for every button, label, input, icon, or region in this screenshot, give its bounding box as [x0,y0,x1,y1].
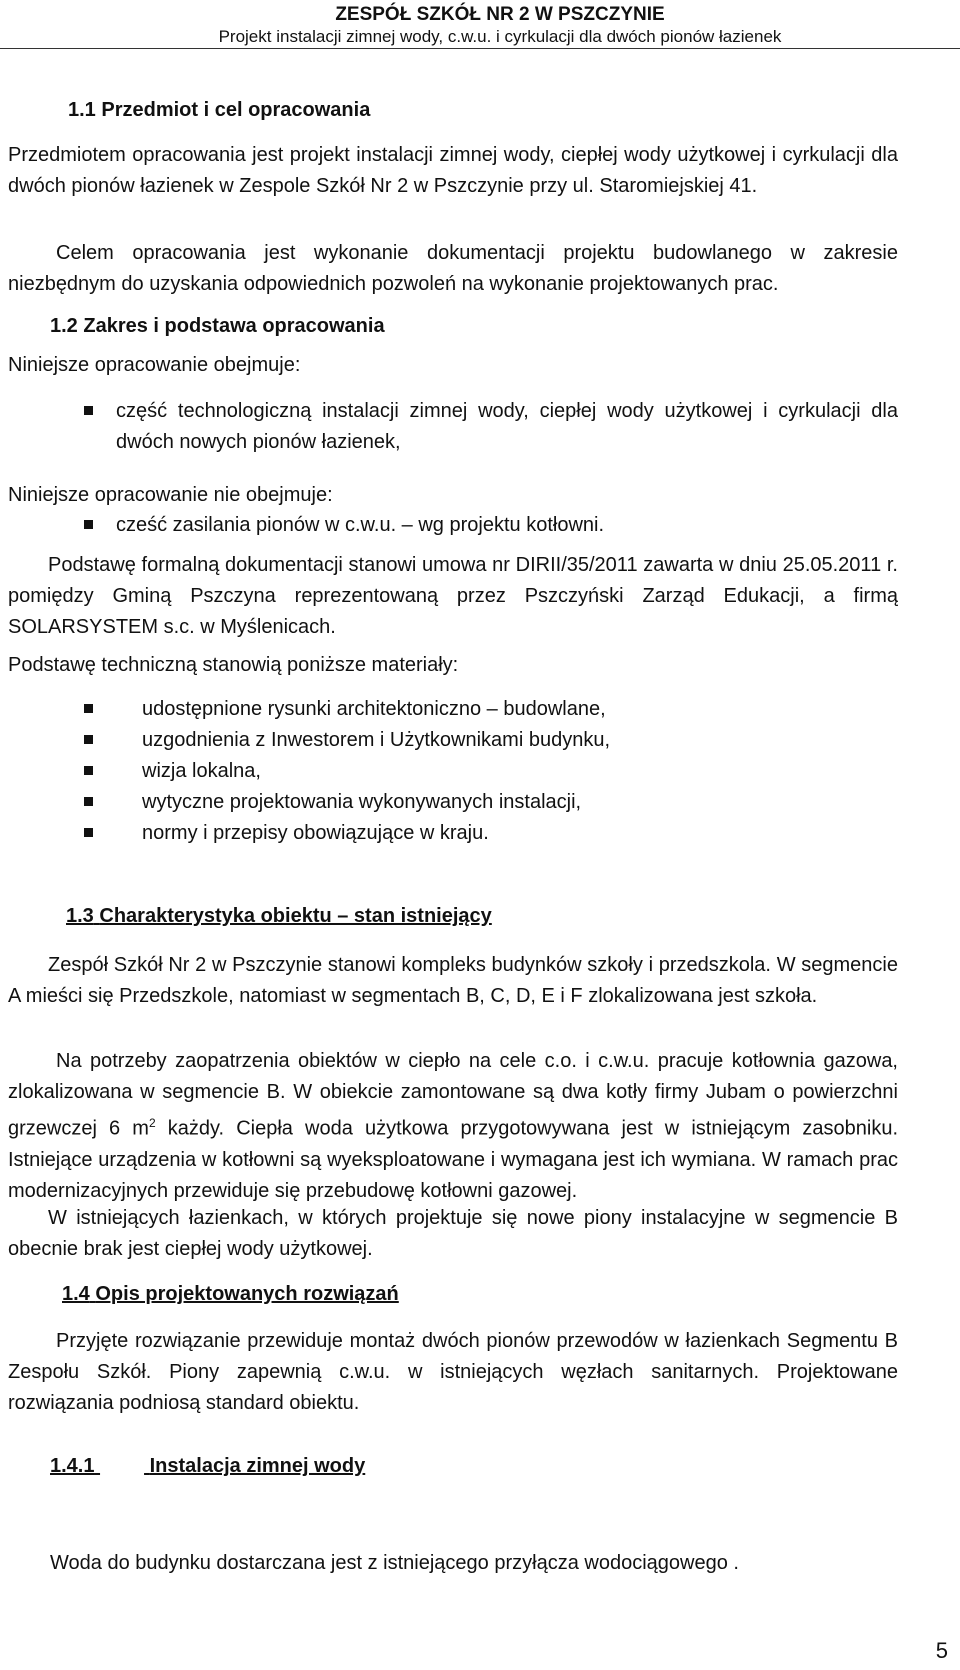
section-1-3-paragraph-2 [8,1046,898,1207]
section-1-1-paragraph-1: Przedmiotem opracowania jest projekt instalacji zimnej wody, ciepłej wody użytkowej i cyrkulacji dla dwóch pionów łazienek w Zespole Szkół Nr 2 w Pszczynie przy ul. Staromiejskiej 41. [8,144,898,197]
section-1-4-number: 1.4 [62,1283,90,1305]
header-rule [0,48,960,49]
paragraph-2-text-b: każdy. Ciepła woda użytkowa przygotowywana jest w istniejącym zasobniku. Istniejące urządzenia w kotłowni są wyeksploatowane i wymagana jest ich wymiana. W ramach prac modernizacyjnych przewiduje się przebudowę kotłowni gazowej. [8,1117,899,1202]
scope-intro: Niniejsze opracowanie obejmuje: [8,354,301,376]
section-1-1-heading: 1.1 Przedmiot i cel opracowania [68,99,371,121]
section-1-2-heading: 1.2 Zakres i podstawa opracowania [50,315,385,337]
section-1-4-1-title: Instalacja zimnej wody [149,1455,366,1477]
section-1-4-1-number: 1.4.1 [50,1455,95,1477]
section-1-4-heading [62,1280,399,1308]
list-item: udostępnione rysunki architektoniczno – budowlane, [84,694,898,725]
section-1-3-paragraph-1: Zespół Szkół Nr 2 w Pszczynie stanowi kompleks budynków szkoły i przedszkola. W segmencie A mieści się Przedszkole, natomiast w segmentach B, C, D, E i F zlokalizowana jest szkoła. [8,954,898,1007]
technical-basis-list [84,694,898,849]
page-number: 5 [935,1638,948,1663]
section-1-4-1-heading [50,1452,365,1480]
list-item: część technologiczną instalacji zimnej wody, ciepłej wody użytkowej i cyrkulacji dla dwóch nowych pionów łazienek, [84,396,898,458]
scope-list [84,396,898,458]
section-1-3-heading [66,902,492,930]
section-1-4-1-paragraph: Woda do budynku dostarczana jest z istniejącego przyłącza wodociągowego . [50,1552,739,1574]
section-1-1-paragraph-2: Celem opracowania jest wykonanie dokumentacji projektu budowlanego w zakresie niezbędnym do uzyskania odpowiednich pozwoleń na wykonanie projektowanych prac. [8,242,898,295]
page-header [0,4,960,48]
header-project: Projekt instalacji zimnej wody, c.w.u. i cyrkulacji dla dwóch pionów łazienek [218,27,782,46]
list-item: wytyczne projektowania wykonywanych instalacji, [84,787,898,818]
paragraph-2-text-a: Na potrzeby zaopatrzenia obiektów w ciepło na cele c.o. i c.w.u. pracuje kotłownia gazowa, zlokalizowana w segmencie B. W obiekcie zamontowane są dwa kotły firmy Jubam o powierzchni grzewczej 6 m [8,1050,898,1140]
technical-basis-intro: Podstawę techniczną stanowią poniższe materiały: [8,654,459,676]
section-1-4-paragraph-1: Przyjęte rozwiązanie przewiduje montaż dwóch pionów przewodów w łazienkach Segmentu B Zespołu Szkół. Piony zapewnią c.w.u. w istniejących węzłach sanitarnych. Projektowane rozwiązania podniosą standard obiektu. [8,1330,898,1414]
section-1-3-number: 1.3 [66,905,94,927]
formal-basis-paragraph: Podstawę formalną dokumentacji stanowi umowa nr DIRII/35/2011 zawarta w dniu 25.05.2011 r. pomiędzy Gminą Pszczyna reprezentowaną przez Pszczyński Zarząd Edukacji, a firmą SOLARSYSTEM s.c. w Myślenicach. [8,554,898,638]
list-item: cześć zasilania pionów w c.w.u. – wg projektu kotłowni. [84,510,898,541]
section-1-3-paragraph-3: W istniejących łazienkach, w których projektuje się nowe piony instalacyjne w segmencie B obecnie brak jest ciepłej wody użytkowej. [8,1207,898,1260]
section-1-3-title: Charakterystyka obiektu – stan istniejący [99,905,492,927]
exclusion-list [84,510,898,541]
list-item: wizja lokalna, [84,756,898,787]
list-item: normy i przepisy obowiązujące w kraju. [84,818,898,849]
header-org: ZESPÓŁ SZKÓŁ NR 2 W PSZCZYNIE [335,4,665,25]
superscript: 2 [148,1116,156,1130]
section-1-4-title: Opis projektowanych rozwiązań [95,1283,399,1305]
exclusion-intro: Niniejsze opracowanie nie obejmuje: [8,484,333,506]
list-item: uzgodnienia z Inwestorem i Użytkownikami budynku, [84,725,898,756]
